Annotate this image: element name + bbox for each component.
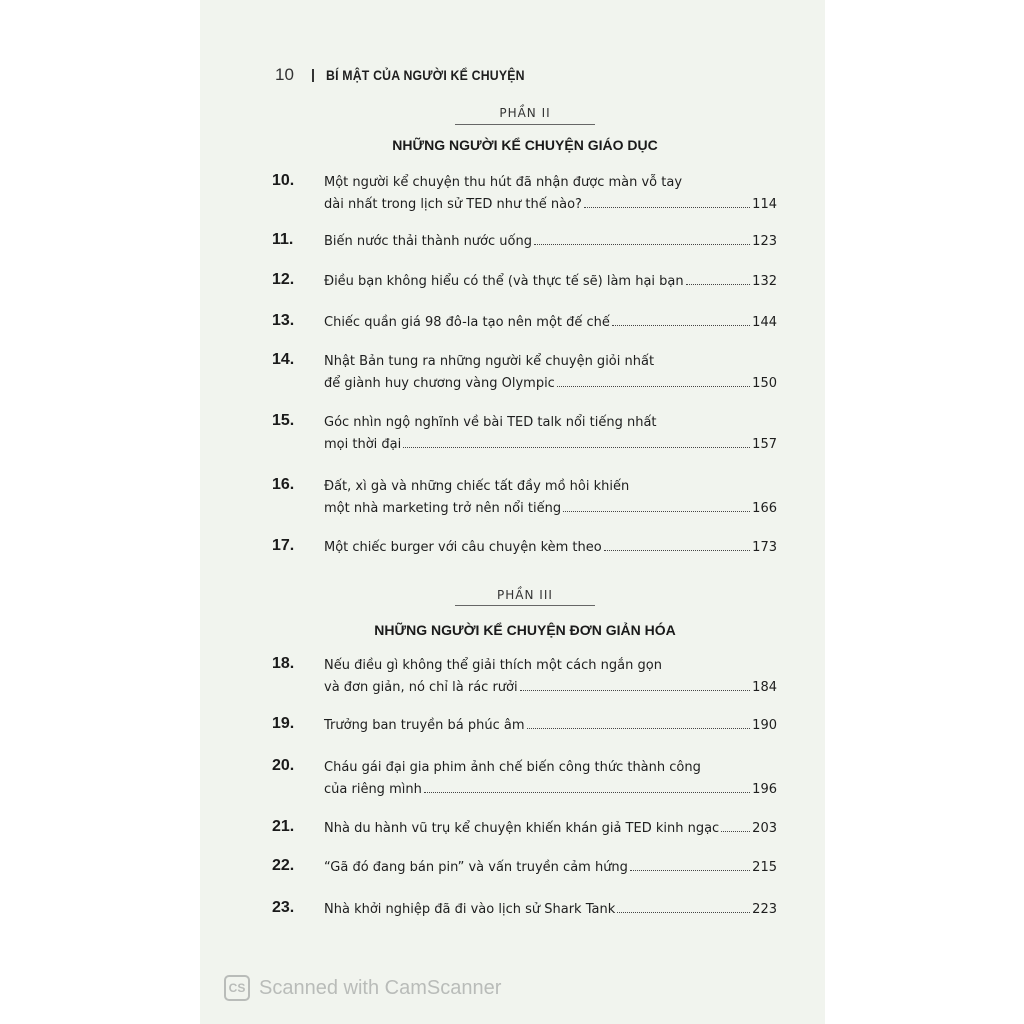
chapter-title-line: “Gã đó đang bán pin” và vấn truyền cảm hứng (324, 860, 628, 875)
toc-entry-10[interactable] (272, 172, 777, 216)
chapter-number: 15. (272, 412, 295, 429)
toc-entry-18[interactable] (272, 655, 777, 699)
toc-entry-19[interactable] (272, 715, 777, 737)
leader-dots (604, 550, 750, 551)
chapter-number: 22. (272, 857, 295, 874)
watermark-text: Scanned with CamScanner (259, 976, 502, 999)
camscanner-icon: CS (224, 975, 250, 1001)
toc-entry-13[interactable] (272, 312, 777, 334)
chapter-page: 203 (752, 821, 777, 836)
part-3-rule (455, 605, 595, 606)
chapter-title-line: Biến nước thải thành nước uống (324, 234, 532, 249)
chapter-title-line: mọi thời đại (324, 437, 402, 452)
chapter-number: 11. (272, 231, 294, 248)
chapter-title-line: để giành huy chương vàng Olympic (324, 376, 555, 391)
chapter-title-line: Cháu gái đại gia phim ảnh chế biến công thức thành công (324, 760, 701, 775)
toc-entry-11[interactable] (272, 231, 777, 253)
leader-dots (686, 284, 751, 285)
chapter-page: 184 (752, 680, 777, 695)
page-number: 10 (275, 65, 294, 84)
chapter-page: 132 (752, 274, 777, 289)
chapter-number: 13. (272, 312, 295, 329)
chapter-number: 16. (272, 476, 295, 493)
leader-dots (617, 912, 750, 913)
part-3-title: NHỮNG NGƯỜI KỂ CHUYỆN ĐƠN GIẢN HÓA (374, 622, 676, 638)
chapter-number: 23. (272, 899, 295, 916)
toc-entry-14[interactable] (272, 351, 777, 395)
leader-dots (534, 244, 750, 245)
header-divider (312, 69, 314, 82)
leader-dots (584, 207, 750, 208)
toc-entry-23[interactable] (272, 899, 777, 921)
chapter-title-line: Một chiếc burger với câu chuyện kèm theo (324, 540, 602, 555)
leader-dots (520, 690, 751, 691)
book-title: BÍ MẬT CỦA NGƯỜI KỂ CHUYỆN (325, 67, 525, 83)
part-2-title: NHỮNG NGƯỜI KỂ CHUYỆN GIÁO DỤC (392, 137, 658, 153)
chapter-title-line: Chiếc quần giá 98 đô-la tạo nên một đế chế (324, 315, 610, 330)
toc-entry-12[interactable] (272, 271, 777, 293)
chapter-page: 123 (752, 234, 777, 249)
book-page (200, 0, 825, 1024)
chapter-page: 144 (752, 315, 777, 330)
chapter-page: 215 (752, 860, 777, 875)
toc-entry-15[interactable] (272, 412, 777, 456)
leader-dots (612, 325, 750, 326)
chapter-page: 166 (752, 501, 777, 516)
chapter-page: 173 (752, 540, 777, 555)
chapter-title-line: và đơn giản, nó chỉ là rác rưởi (324, 680, 518, 695)
chapter-number: 12. (272, 271, 295, 288)
leader-dots (630, 870, 750, 871)
chapter-number: 14. (272, 351, 295, 368)
chapter-title-line: Nhà khởi nghiệp đã đi vào lịch sử Shark Tank (324, 902, 616, 917)
leader-dots (563, 511, 750, 512)
leader-dots (721, 831, 750, 832)
leader-dots (403, 447, 750, 448)
chapter-page: 223 (752, 902, 777, 917)
toc-entry-16[interactable] (272, 476, 777, 520)
chapter-title-line: Nhật Bản tung ra những người kể chuyện giỏi nhất (324, 354, 655, 369)
part-3-label: PHẦN III (497, 588, 553, 602)
running-header (275, 62, 552, 88)
chapter-title-line: một nhà marketing trở nên nổi tiếng (324, 501, 562, 516)
chapter-number: 19. (272, 715, 295, 732)
part-2-rule (455, 124, 595, 125)
chapter-number: 17. (272, 537, 295, 554)
part-2-label: PHẦN II (499, 106, 551, 120)
chapter-title-line: Trưởng ban truyền bá phúc âm (324, 718, 525, 733)
chapter-title-line: Nếu điều gì không thể giải thích một cách ngắn gọn (324, 658, 662, 673)
chapter-page: 114 (752, 197, 777, 212)
leader-dots (424, 792, 750, 793)
chapter-number: 18. (272, 655, 295, 672)
chapter-title-line: Điều bạn không hiểu có thể (và thực tế sẽ) làm hại bạn (324, 274, 684, 289)
chapter-title-line: Đất, xì gà và những chiếc tất đầy mồ hôi khiến (324, 479, 630, 494)
toc-entry-21[interactable] (272, 818, 777, 840)
chapter-title-line: Góc nhìn ngộ nghĩnh về bài TED talk nổi tiếng nhất (324, 415, 657, 430)
chapter-page: 150 (752, 376, 777, 391)
toc-entry-20[interactable] (272, 757, 777, 801)
chapter-number: 10. (272, 172, 295, 189)
chapter-number: 20. (272, 757, 295, 774)
chapter-page: 196 (752, 782, 777, 797)
chapter-number: 21. (272, 818, 295, 835)
chapter-title-line: Một người kể chuyện thu hút đã nhận được màn vỗ tay (324, 175, 683, 190)
toc-entry-17[interactable] (272, 537, 777, 559)
chapter-title-line: Nhà du hành vũ trụ kể chuyện khiến khán giả TED kinh ngạc (324, 821, 720, 836)
chapter-title-line: của riêng mình (324, 782, 422, 797)
camscanner-watermark (224, 975, 501, 1001)
chapter-page: 157 (752, 437, 777, 452)
leader-dots (527, 728, 751, 729)
chapter-title-line: dài nhất trong lịch sử TED như thế nào? (324, 197, 582, 212)
leader-dots (557, 386, 750, 387)
chapter-page: 190 (752, 718, 777, 733)
toc-entry-22[interactable] (272, 857, 777, 879)
